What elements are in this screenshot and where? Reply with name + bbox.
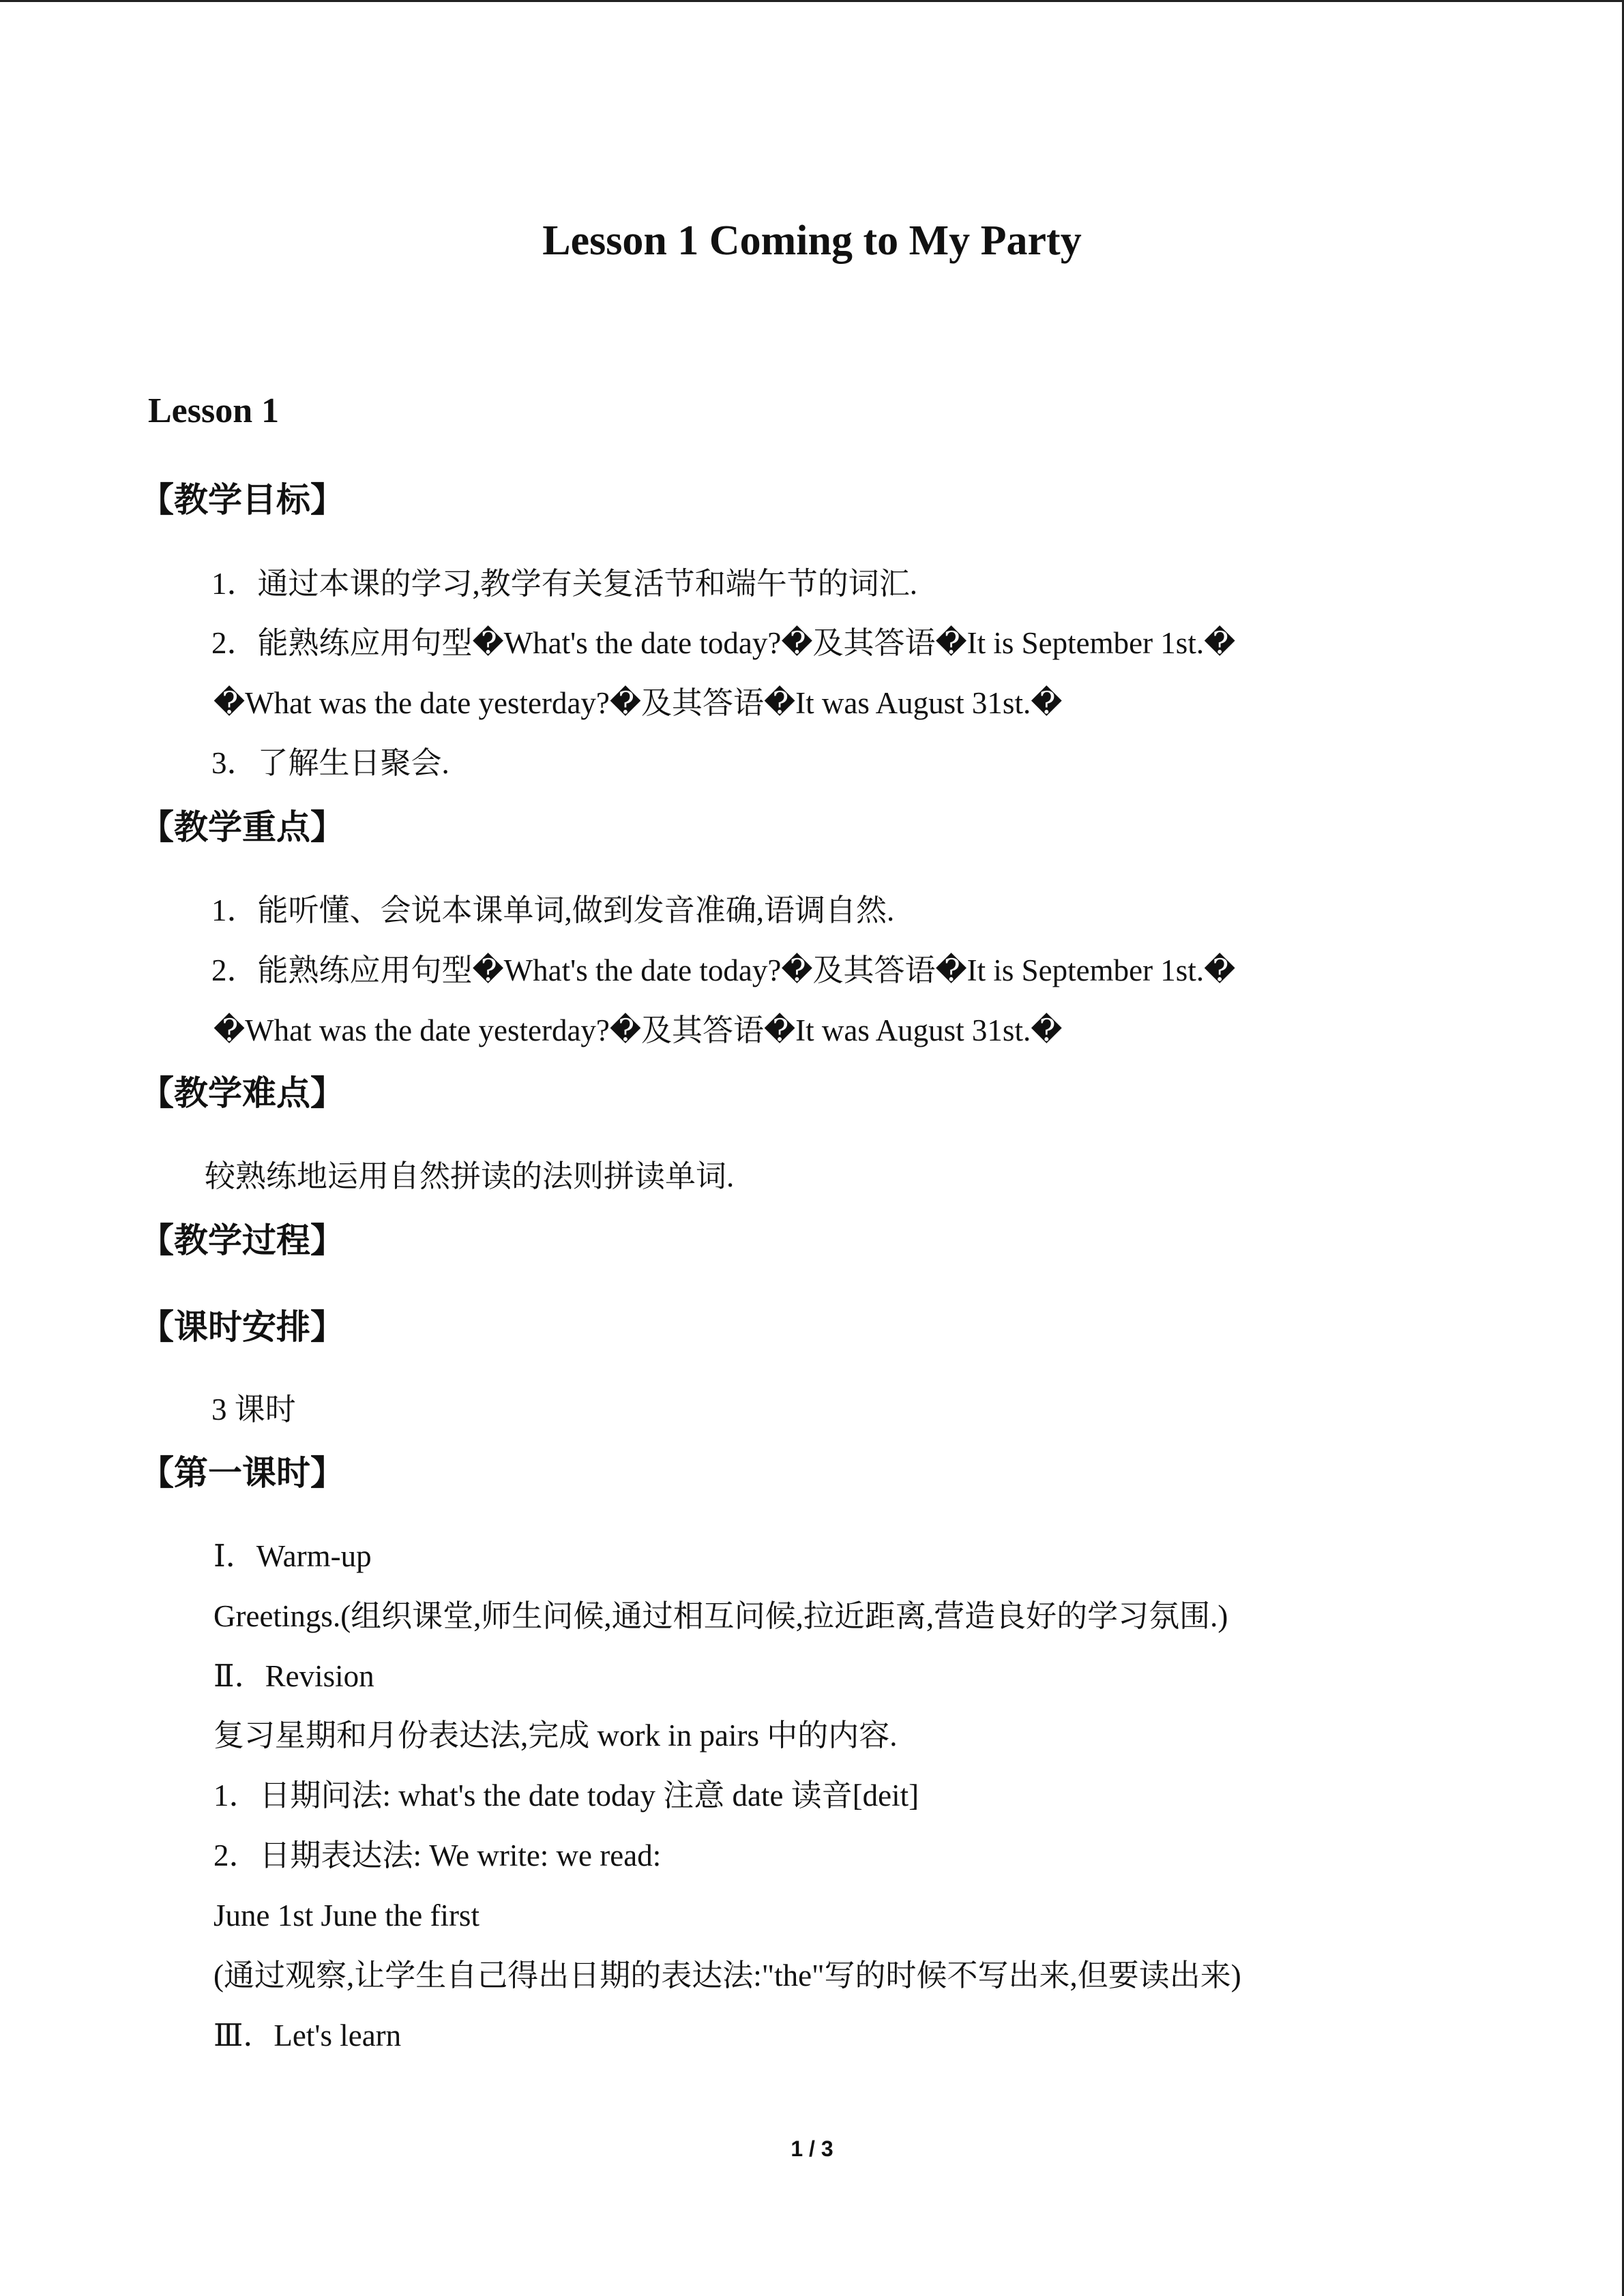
schedule-heading: 【课时安排】	[140, 1307, 344, 1347]
first-period-item: Ⅰ．Warm-up	[213, 1539, 372, 1573]
objective-item: 1．通过本课的学习,教学有关复活节和端午节的词汇.	[211, 567, 918, 601]
key-point-item: 2．能熟练应用句型�What's the date today?�及其答语�It is September 1st.�	[211, 953, 1236, 987]
objective-item: 2．能熟练应用句型�What's the date today?�及其答语�It is September 1st.�	[211, 626, 1236, 660]
document-title: Lesson 1 Coming to My Party	[542, 218, 1082, 264]
first-period-heading: 【第一课时】	[140, 1453, 344, 1493]
objective-item: 3．了解生日聚会.	[211, 746, 449, 780]
process-heading: 【教学过程】	[140, 1221, 344, 1260]
key-point-item: 1．能听懂、会说本课单词,做到发音准确,语调自然.	[211, 893, 895, 927]
schedule-item: 3 课时	[211, 1392, 296, 1427]
first-period-item: June 1st June the first	[213, 1898, 479, 1933]
first-period-item: 1．日期问法: what's the date today 注意 date 读音[deit]	[213, 1778, 919, 1813]
difficulty-item: 较熟练地运用自然拼读的法则拼读单词.	[205, 1159, 735, 1193]
objective-item: �What was the date yesterday?�及其答语�It was August 31st.�	[213, 686, 1063, 720]
first-period-item: Ⅲ．Let's learn	[213, 2018, 402, 2053]
page-number: 1 / 3	[791, 2136, 833, 2161]
first-period-item: 复习星期和月份表达法,完成 work in pairs 中的内容.	[213, 1718, 898, 1753]
key-points-heading: 【教学重点】	[140, 807, 344, 847]
first-period-item: Ⅱ．Revision	[213, 1659, 374, 1693]
difficulties-heading: 【教学难点】	[140, 1073, 344, 1113]
first-period-item: (通过观察,让学生自己得出日期的表达法:"the"写的时候不写出来,但要读出来)	[213, 1958, 1241, 1993]
key-point-item: �What was the date yesterday?�及其答语�It was August 31st.�	[213, 1013, 1063, 1047]
objectives-heading: 【教学目标】	[140, 480, 344, 520]
first-period-item: Greetings.(组织课堂,师生问候,通过相互问候,拉近距离,营造良好的学习氛围.)	[213, 1599, 1228, 1633]
first-period-item: 2．日期表达法: We write: we read:	[213, 1838, 662, 1873]
lesson-subtitle: Lesson 1	[148, 391, 280, 430]
